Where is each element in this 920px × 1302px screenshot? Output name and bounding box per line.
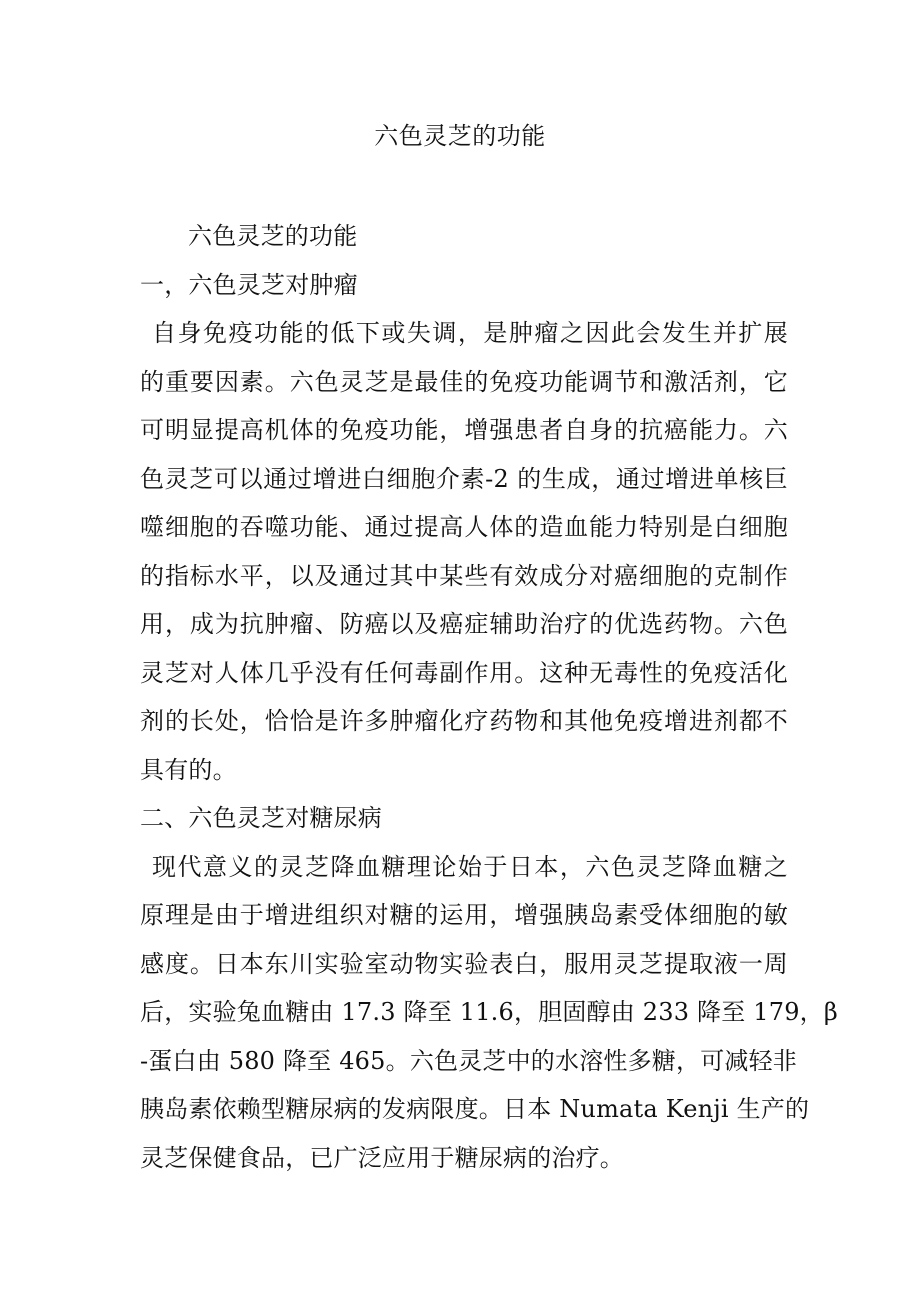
page-title: 六色灵芝的功能 [374,122,546,150]
paragraph-line: 灵芝对人体几乎没有任何毒副作用。这种无毒性的免疫活化 [140,658,788,687]
paragraph-line: 用，成为抗肿瘤、防癌以及癌症辅助治疗的优选药物。六色 [140,610,788,638]
paragraph-line: 可明显提高机体的免疫功能，增强患者自身的抗癌能力。六 [140,416,788,444]
paragraph-line: 原理是由于增进组织对糖的运用，增强胰岛素受体细胞的敏 [140,901,788,929]
paragraph-line: 剂的长处，恰恰是许多肿瘤化疗药物和其他免疫增进剂都不 [140,707,788,735]
paragraph-line: 具有的。 [140,755,237,784]
paragraph-line: 现代意义的灵芝降血糖理论始于日本，六色灵芝降血糖之 [152,852,788,881]
document-body [140,212,838,1182]
paragraph-line: 色灵芝可以通过增进白细胞介素-2 的生成，通过增进单核巨 [140,464,788,493]
paragraph-line: 的重要因素。六色灵芝是最佳的免疫功能调节和激活剂，它 [140,367,788,396]
paragraph-line: -蛋白由 580 降至 465。六色灵芝中的水溶性多糖，可减轻非 [140,1046,798,1075]
paragraph-line: 胰岛素依赖型糖尿病的发病限度。日本 Numata Kenji 生产的 [140,1095,810,1123]
section-heading-tumor: 一，六色灵芝对肿瘤 [140,270,358,299]
paragraph-line: 感度。日本东川实验室动物实验表白，服用灵芝提取液一周 [140,949,788,978]
paragraph-line: 灵芝保健食品，已广泛应用于糖尿病的治疗。 [140,1143,624,1172]
paragraph-line: 后，实验兔血糖由 17.3 降至 11.6，胆固醇由 233 降至 179，β [140,998,838,1026]
section-heading-diabetes: 二、六色灵芝对糖尿病 [140,804,382,832]
document-subtitle: 六色灵芝的功能 [188,222,358,250]
paragraph-line: 的指标水平，以及通过其中某些有效成分对癌细胞的克制作 [140,561,788,590]
paragraph-line: 自身免疫功能的低下或失调，是肿瘤之因此会发生并扩展 [152,319,788,347]
paragraph-line: 噬细胞的吞噬功能、通过提高人体的造血能力特别是白细胞 [140,513,788,541]
